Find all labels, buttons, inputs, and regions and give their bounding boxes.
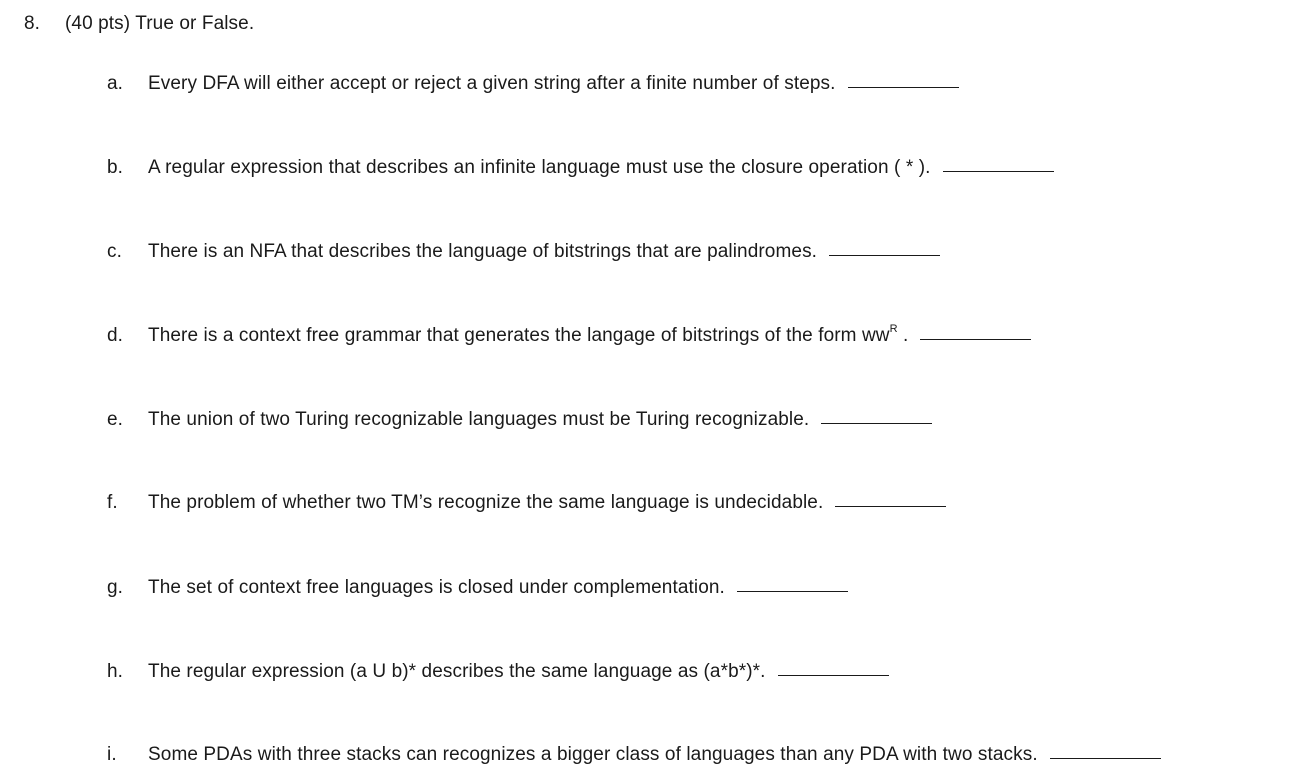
item-letter: g. [107,577,124,598]
answer-blank[interactable] [778,674,889,676]
item-letter: f. [107,492,118,513]
question-item-h [107,661,889,683]
question-header [24,13,254,35]
question-item-a [107,73,959,95]
question-item-f [107,492,946,514]
item-letter: i. [107,744,117,765]
item-text: There is an NFA that describes the language of bitstrings that are palindromes. [148,241,818,262]
item-text: The regular expression (a U b)* describes the same language as (a*b*)*. [148,661,766,682]
answer-blank[interactable] [943,170,1054,172]
item-text: The union of two Turing recognizable languages must be Turing recognizable. [148,409,810,430]
item-text: The problem of whether two TM’s recognize the same language is undecidable. [148,492,824,513]
answer-blank[interactable] [829,254,940,256]
item-letter: b. [107,157,124,178]
answer-blank[interactable] [835,505,946,507]
question-item-g [107,577,848,599]
question-title: (40 pts) True or False. [65,13,255,34]
item-text: Every DFA will either accept or reject a given string after a finite number of steps. [148,73,836,94]
answer-blank[interactable] [1050,757,1161,759]
answer-blank[interactable] [737,590,848,592]
question-number: 8. [24,13,41,34]
item-letter: a. [107,73,124,94]
answer-blank[interactable] [920,338,1031,340]
item-superscript: R [889,322,898,335]
question-item-i [107,744,1161,766]
answer-blank[interactable] [821,422,932,424]
answer-blank[interactable] [848,86,959,88]
item-letter: d. [107,325,124,346]
item-letter: e. [107,409,124,430]
item-text: There is a context free grammar that generates the langage of bitstrings of the form ww [148,325,890,346]
item-text: The set of context free languages is closed under complementation. [148,577,725,598]
item-suffix: . [897,325,909,346]
question-item-d [107,322,1031,347]
question-item-b [107,157,1054,179]
item-text: Some PDAs with three stacks can recognizes a bigger class of languages than any PDA with two stacks. [148,744,1038,765]
item-letter: c. [107,241,122,262]
question-item-c [107,241,940,263]
item-text: A regular expression that describes an infinite language must use the closure operation ( * ). [148,157,931,178]
question-item-e [107,409,932,431]
item-letter: h. [107,661,124,682]
